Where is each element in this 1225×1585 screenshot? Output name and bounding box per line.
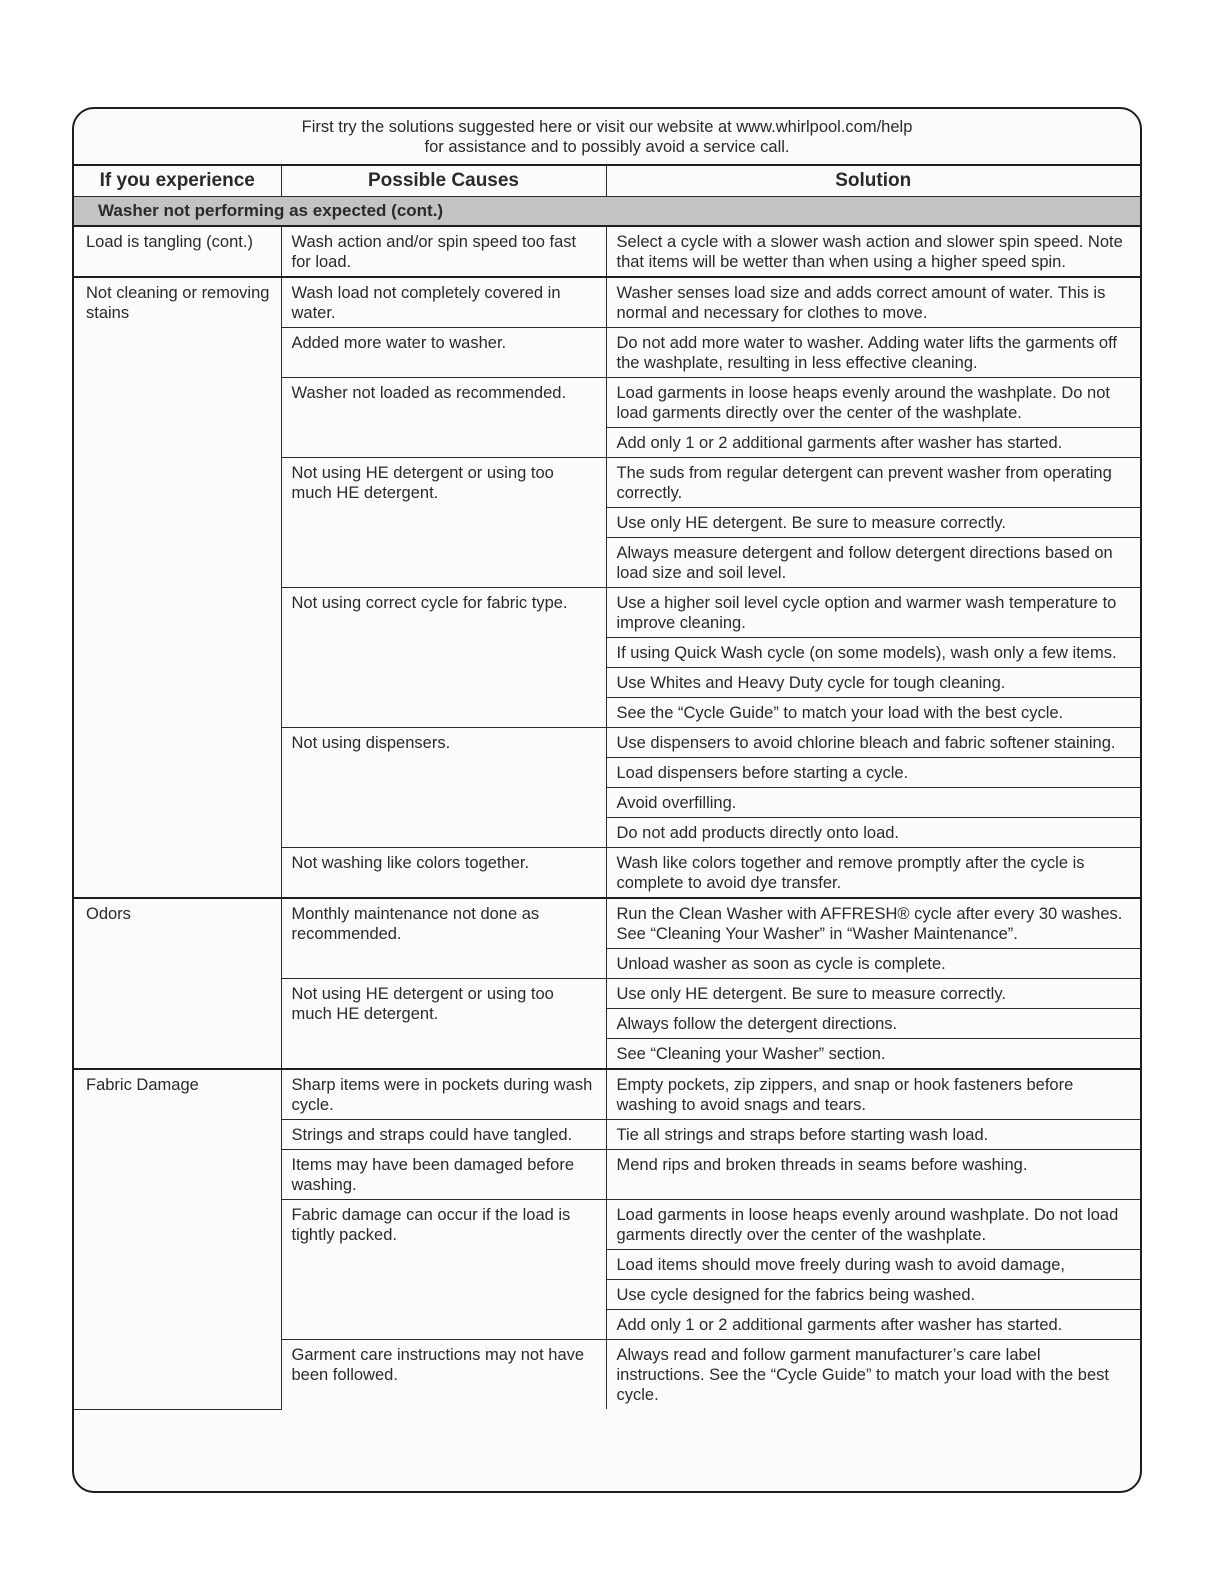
table-row — [74, 277, 1140, 328]
help-banner — [74, 109, 1140, 166]
cause-cell: Monthly maintenance not done as recommended. — [281, 898, 606, 979]
cause-cell: Wash action and/or spin speed too fast for load. — [281, 226, 606, 277]
issue-cell: Load is tangling (cont.) — [74, 226, 281, 277]
solution-cell: Load dispensers before starting a cycle. — [606, 758, 1140, 788]
cause-cell: Fabric damage can occur if the load is tightly packed. — [281, 1200, 606, 1340]
solution-cell: Load items should move freely during wash to avoid damage, — [606, 1250, 1140, 1280]
cause-cell: Strings and straps could have tangled. — [281, 1120, 606, 1150]
banner-line-1: First try the solutions suggested here or visit our website at www.whirlpool.com/help — [301, 117, 913, 136]
solution-cell: Load garments in loose heaps evenly around washplate. Do not load garments directly over the center of the washplate. — [606, 1200, 1140, 1250]
cause-cell: Washer not loaded as recommended. — [281, 378, 606, 458]
solution-cell: The suds from regular detergent can prevent washer from operating correctly. — [606, 458, 1140, 508]
solution-cell: Always measure detergent and follow detergent directions based on load size and soil level. — [606, 538, 1140, 588]
table-row — [74, 1069, 1140, 1120]
header-if-you-experience: If you experience — [74, 166, 281, 197]
troubleshooting-table — [74, 166, 1140, 1410]
solution-cell: Add only 1 or 2 additional garments after washer has started. — [606, 1310, 1140, 1340]
solution-cell: Do not add products directly onto load. — [606, 818, 1140, 848]
solution-cell: Always follow the detergent directions. — [606, 1009, 1140, 1039]
solution-cell: Empty pockets, zip zippers, and snap or hook fasteners before washing to avoid snags and tears. — [606, 1069, 1140, 1120]
cause-cell: Not using dispensers. — [281, 728, 606, 848]
solution-cell: Always read and follow garment manufacturer’s care label instructions. See the “Cycle Guide” to match your load with the best cycle. — [606, 1340, 1140, 1410]
issue-cell: Not cleaning or removing stains — [74, 277, 281, 898]
cause-cell: Not washing like colors together. — [281, 848, 606, 899]
solution-cell: Mend rips and broken threads in seams before washing. — [606, 1150, 1140, 1200]
banner-line-2: for assistance and to possibly avoid a service call. — [424, 137, 790, 156]
solution-cell: Wash like colors together and remove promptly after the cycle is complete to avoid dye transfer. — [606, 848, 1140, 899]
header-solution: Solution — [606, 166, 1140, 197]
cause-cell: Added more water to washer. — [281, 328, 606, 378]
issue-cell: Odors — [74, 898, 281, 1069]
section-row — [74, 197, 1140, 227]
table-body — [74, 197, 1140, 1410]
solution-cell: Load garments in loose heaps evenly around the washplate. Do not load garments directly over the center of the washplate. — [606, 378, 1140, 428]
cause-cell: Garment care instructions may not have been followed. — [281, 1340, 606, 1410]
solution-cell: If using Quick Wash cycle (on some models), wash only a few items. — [606, 638, 1140, 668]
cause-cell: Sharp items were in pockets during wash cycle. — [281, 1069, 606, 1120]
solution-cell: Unload washer as soon as cycle is complete. — [606, 949, 1140, 979]
cause-cell: Wash load not completely covered in water. — [281, 277, 606, 328]
cause-cell: Items may have been damaged before washing. — [281, 1150, 606, 1200]
troubleshooting-frame — [72, 107, 1142, 1493]
solution-cell: Avoid overfilling. — [606, 788, 1140, 818]
solution-cell: Washer senses load size and adds correct amount of water. This is normal and necessary for clothes to move. — [606, 277, 1140, 328]
cause-cell: Not using correct cycle for fabric type. — [281, 588, 606, 728]
solution-cell: Use only HE detergent. Be sure to measure correctly. — [606, 979, 1140, 1009]
header-possible-causes: Possible Causes — [281, 166, 606, 197]
header-row — [74, 166, 1140, 197]
solution-cell: Use Whites and Heavy Duty cycle for tough cleaning. — [606, 668, 1140, 698]
table-row — [74, 898, 1140, 949]
table-row — [74, 226, 1140, 277]
solution-cell: Use dispensers to avoid chlorine bleach and fabric softener staining. — [606, 728, 1140, 758]
solution-cell: Run the Clean Washer with AFFRESH® cycle after every 30 washes. See “Cleaning Your Washer” in “Washer Maintenance”. — [606, 898, 1140, 949]
solution-cell: Use a higher soil level cycle option and warmer wash temperature to improve cleaning. — [606, 588, 1140, 638]
section-title: Washer not performing as expected (cont.) — [74, 197, 1140, 227]
solution-cell: See “Cleaning your Washer” section. — [606, 1039, 1140, 1070]
solution-cell: Do not add more water to washer. Adding water lifts the garments off the washplate, resulting in less effective cleaning. — [606, 328, 1140, 378]
solution-cell: Use cycle designed for the fabrics being washed. — [606, 1280, 1140, 1310]
solution-cell: Add only 1 or 2 additional garments after washer has started. — [606, 428, 1140, 458]
issue-cell: Fabric Damage — [74, 1069, 281, 1409]
solution-cell: Tie all strings and straps before starting wash load. — [606, 1120, 1140, 1150]
cause-cell: Not using HE detergent or using too much HE detergent. — [281, 458, 606, 588]
solution-cell: Use only HE detergent. Be sure to measure correctly. — [606, 508, 1140, 538]
solution-cell: See the “Cycle Guide” to match your load with the best cycle. — [606, 698, 1140, 728]
solution-cell: Select a cycle with a slower wash action and slower spin speed. Note that items will be wetter than when using a higher speed spin. — [606, 226, 1140, 277]
cause-cell: Not using HE detergent or using too much HE detergent. — [281, 979, 606, 1070]
